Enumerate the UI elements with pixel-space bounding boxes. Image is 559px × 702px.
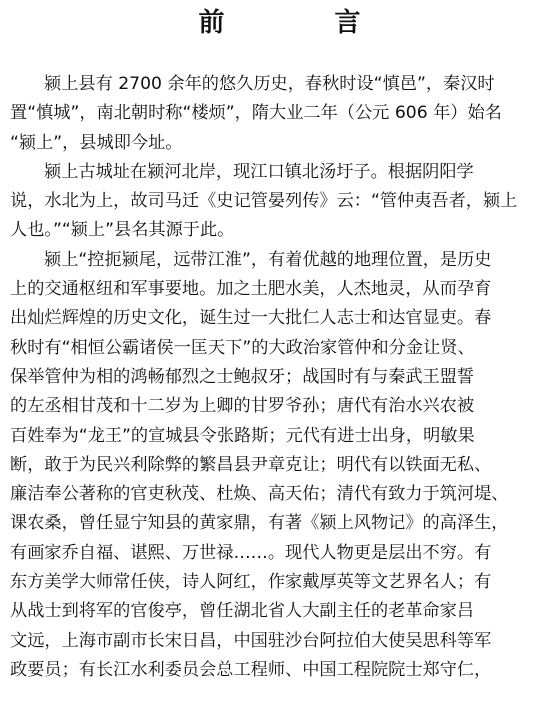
paragraph-2-line-1: 颍上古城址在颍河北岸，现江口镇北汤圩子。根据阴阳学 <box>44 161 474 182</box>
paragraph-3-line-15: 政要员；有长江水利委员会总工程师、中国工程院院士郑守仁， <box>10 659 492 680</box>
paragraph-3-line-2: 上的交通枢纽和军事要地。加之土肥水美，人杰地灵，从而孕育 <box>10 279 492 300</box>
paragraph-3-line-6: 的左丞相甘茂和十二岁为上卿的甘罗爷孙；唐代有治水兴农被 <box>10 396 475 417</box>
paragraph-3-line-13: 从战士到将军的官俊亭，曾任湖北省人大副主任的老革命家吕 <box>10 601 475 622</box>
paragraph-1-line-3: “颍上”，县城即今址。 <box>10 132 183 153</box>
page-title: 前 言 <box>198 8 403 38</box>
body-text <box>10 70 550 685</box>
paragraph-3-line-11: 有画家乔自福、谌熙、万世禄……。现代人物更是层出不穷。有 <box>10 542 492 563</box>
paragraph-3-line-12: 东方美学大师常任侠，诗人阿红，作家戴厚英等文艺界名人；有 <box>10 572 492 593</box>
paragraph-3-line-9: 廉洁奉公著称的官吏秋茂、杜焕、高天佑；清代有致力于筑河堤、 <box>10 484 509 505</box>
paragraph-3-line-1: 颍上“控扼颍尾，远带江淮”，有着优越的地理位置，是历史 <box>44 249 492 270</box>
paragraph-1-line-2: 置“慎城”，南北朝时称“楼烦”，隋大业二年（公元 606 年）始名 <box>10 103 502 124</box>
paragraph-2-line-2: 说，水北为上，故司马迁《史记管晏列传》云：“管仲夷吾者，颍上 <box>10 191 518 212</box>
paragraph-3-line-3: 出灿烂辉煌的历史文化，诞生过一大批仁人志士和达官显吏。春 <box>10 308 492 329</box>
paragraph-3-line-8: 断，敢于为民兴利除弊的繁昌县尹章克让；明代有以铁面无私、 <box>10 454 492 475</box>
paragraph-3-line-5: 保举管仲为相的鸿畅郁烈之士鲍叔牙；战国时有与秦武王盟誓 <box>10 366 475 387</box>
paragraph-2-line-3: 人也。”“颍上”县名其源于此。 <box>10 220 235 241</box>
paragraph-3-line-14: 文远，上海市副市长宋日昌，中国驻沙台阿拉伯大使吴思科等军 <box>10 630 492 651</box>
paragraph-1-line-1: 颍上县有 2700 余年的悠久历史，春秋时设“慎邑”，秦汉时 <box>44 74 495 94</box>
paragraph-3-line-4: 秋时有“相恒公霸诸侯一匡天下”的大政治家管仲和分金让贤、 <box>10 337 475 358</box>
paragraph-3-line-10: 课农桑，曾任显宁知县的黄家鼎，有著《颍上风物记》的高泽生， <box>10 513 509 534</box>
paragraph-3-line-7: 百姓奉为“龙王”的宣城县令张路斯；元代有进士出身，明敏果 <box>10 425 475 446</box>
